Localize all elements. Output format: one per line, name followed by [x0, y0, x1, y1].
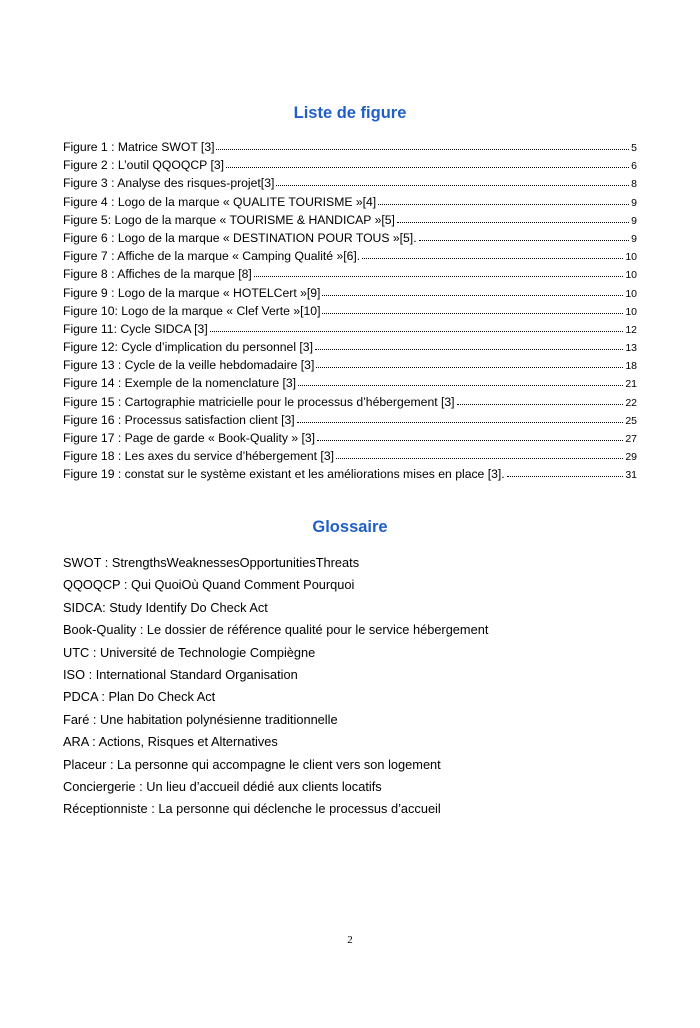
- glossary-item: ISO : International Standard Organisation: [63, 666, 298, 682]
- toc-entry-page: 10: [625, 251, 637, 264]
- toc-entry-label: Figure 7 : Affiche de la marque « Camping Qualité »[6].: [63, 249, 361, 264]
- toc-entry[interactable]: [63, 229, 637, 247]
- toc-entry[interactable]: [63, 338, 637, 356]
- glossary-title: Glossaire: [312, 518, 388, 536]
- toc-entry-page: 9: [631, 196, 637, 209]
- toc-entry-page: 13: [625, 342, 637, 355]
- toc-entry-page: 10: [625, 269, 637, 282]
- toc-entry-label: Figure 15 : Cartographie matricielle pour le processus d’hébergement [3]: [63, 394, 455, 409]
- toc-entry[interactable]: [63, 193, 637, 211]
- toc-entry-label: Figure 4 : Logo de la marque « QUALITE TOURISME »[4]: [63, 194, 377, 209]
- toc-entry[interactable]: [63, 411, 637, 429]
- toc-entry-page: 12: [625, 323, 637, 336]
- toc-dot-leader: [297, 421, 624, 423]
- toc-entry-page: 31: [625, 469, 637, 482]
- toc-dot-leader: [419, 239, 630, 241]
- toc-dot-leader: [362, 257, 623, 259]
- toc-entry-page: 25: [625, 414, 637, 427]
- toc-dot-leader: [276, 184, 629, 186]
- toc-dot-leader: [507, 475, 624, 477]
- toc-entry[interactable]: [63, 302, 637, 320]
- toc-entry-page: 29: [625, 451, 637, 464]
- glossary-item: SWOT : StrengthsWeaknessesOpportunitiesThreats: [63, 555, 360, 570]
- glossary-list: [63, 552, 643, 821]
- toc-entry-page: 9: [631, 214, 637, 227]
- toc-dot-leader: [210, 330, 624, 332]
- toc-entry-page: 27: [625, 433, 637, 445]
- toc-dot-leader: [336, 457, 623, 459]
- toc-entry-label: Figure 16 : Processus satisfaction client [3]: [63, 412, 295, 427]
- toc-entry[interactable]: [63, 174, 637, 192]
- toc-entry[interactable]: [63, 284, 637, 302]
- toc-entry-label: Figure 12: Cycle d’implication du personnel [3]: [63, 340, 313, 355]
- glossary-item: QQOQCP : Qui QuoiOù Quand Comment Pourquoi: [63, 577, 355, 593]
- toc-entry-label: Figure 9 : Logo de la marque « HOTELCert »[9]: [63, 285, 321, 300]
- toc-entry-label: Figure 6 : Logo de la marque « DESTINATION POUR TOUS »[5].: [63, 230, 417, 245]
- toc-entry[interactable]: [63, 156, 637, 174]
- toc-dot-leader: [322, 312, 623, 314]
- glossary-item: UTC : Université de Technologie Compiègne: [63, 644, 316, 660]
- toc-entry[interactable]: [63, 265, 637, 283]
- toc-entry-page: 21: [625, 378, 637, 391]
- toc-entry-page: 10: [625, 305, 637, 318]
- toc-entry-page: 22: [625, 396, 637, 409]
- toc-entry-label: Figure 3 : Analyse des risques-projet[3]: [63, 176, 275, 191]
- list-of-figures: [63, 138, 637, 484]
- glossary-item: ARA : Actions, Risques et Alternatives: [63, 734, 278, 750]
- toc-entry-label: Figure 5: Logo de la marque « TOURISME & HANDICAP »[5]: [63, 212, 395, 227]
- toc-dot-leader: [298, 384, 623, 386]
- list-of-figures-title: Liste de figure: [293, 104, 407, 122]
- toc-entry-page: 10: [625, 287, 637, 300]
- glossary-item: SIDCA: Study Identify Do Check Act: [63, 599, 268, 615]
- toc-entry-label: Figure 17 : Page de garde « Book-Quality » [3]: [63, 431, 316, 445]
- toc-entry[interactable]: [63, 356, 637, 374]
- toc-entry-page: 5: [631, 142, 637, 154]
- toc-entry-label: Figure 10: Logo de la marque « Clef Verte »[10]: [63, 303, 321, 318]
- toc-entry-page: 18: [625, 360, 637, 373]
- glossary-item: Réceptionniste : La personne qui déclenche le processus d’accueil: [63, 801, 441, 817]
- toc-dot-leader: [254, 275, 624, 277]
- toc-dot-leader: [457, 403, 624, 405]
- toc-dot-leader: [317, 439, 623, 441]
- toc-entry-label: Figure 8 : Affiches de la marque [8]: [63, 267, 252, 282]
- toc-entry[interactable]: [63, 320, 637, 338]
- glossary-item: Faré : Une habitation polynésienne traditionnelle: [63, 711, 338, 727]
- glossary-item: PDCA : Plan Do Check Act: [63, 689, 216, 705]
- toc-entry[interactable]: [63, 247, 637, 265]
- toc-entry[interactable]: [63, 211, 637, 229]
- toc-entry-label: Figure 11: Cycle SIDCA [3]: [63, 321, 208, 336]
- toc-dot-leader: [378, 203, 629, 205]
- glossary-item: Placeur : La personne qui accompagne le client vers son logement: [63, 756, 441, 772]
- toc-entry[interactable]: [63, 393, 637, 411]
- toc-entry-page: 9: [631, 232, 637, 245]
- toc-entry-label: Figure 19 : constat sur le système existant et les améliorations mises en place [3].: [63, 467, 505, 482]
- toc-dot-leader: [397, 221, 629, 223]
- toc-entry-label: Figure 18 : Les axes du service d’hébergement [3]: [63, 449, 334, 464]
- toc-entry[interactable]: [63, 374, 637, 392]
- toc-entry-label: Figure 2 : L’outil QQOQCP [3]: [63, 158, 224, 173]
- toc-entry-label: Figure 13 : Cycle de la veille hebdomadaire [3]: [63, 358, 315, 373]
- toc-entry[interactable]: [63, 447, 637, 465]
- toc-entry-label: Figure 1 : Matrice SWOT [3]: [63, 140, 215, 154]
- toc-entry-page: 8: [631, 178, 637, 191]
- toc-entry-page: 6: [631, 160, 637, 173]
- page-number: 2: [347, 934, 353, 946]
- toc-dot-leader: [322, 294, 623, 296]
- toc-entry[interactable]: [63, 429, 637, 447]
- toc-dot-leader: [315, 348, 623, 350]
- toc-dot-leader: [316, 366, 623, 368]
- toc-entry[interactable]: [63, 138, 637, 156]
- glossary-item: Conciergerie : Un lieu d’accueil dédié aux clients locatifs: [63, 778, 382, 794]
- glossary-item: Book-Quality : Le dossier de référence qualité pour le service hébergement: [63, 622, 489, 638]
- toc-dot-leader: [216, 148, 629, 150]
- toc-entry[interactable]: [63, 465, 637, 483]
- toc-entry-label: Figure 14 : Exemple de la nomenclature [3]: [63, 376, 297, 391]
- toc-dot-leader: [226, 166, 629, 168]
